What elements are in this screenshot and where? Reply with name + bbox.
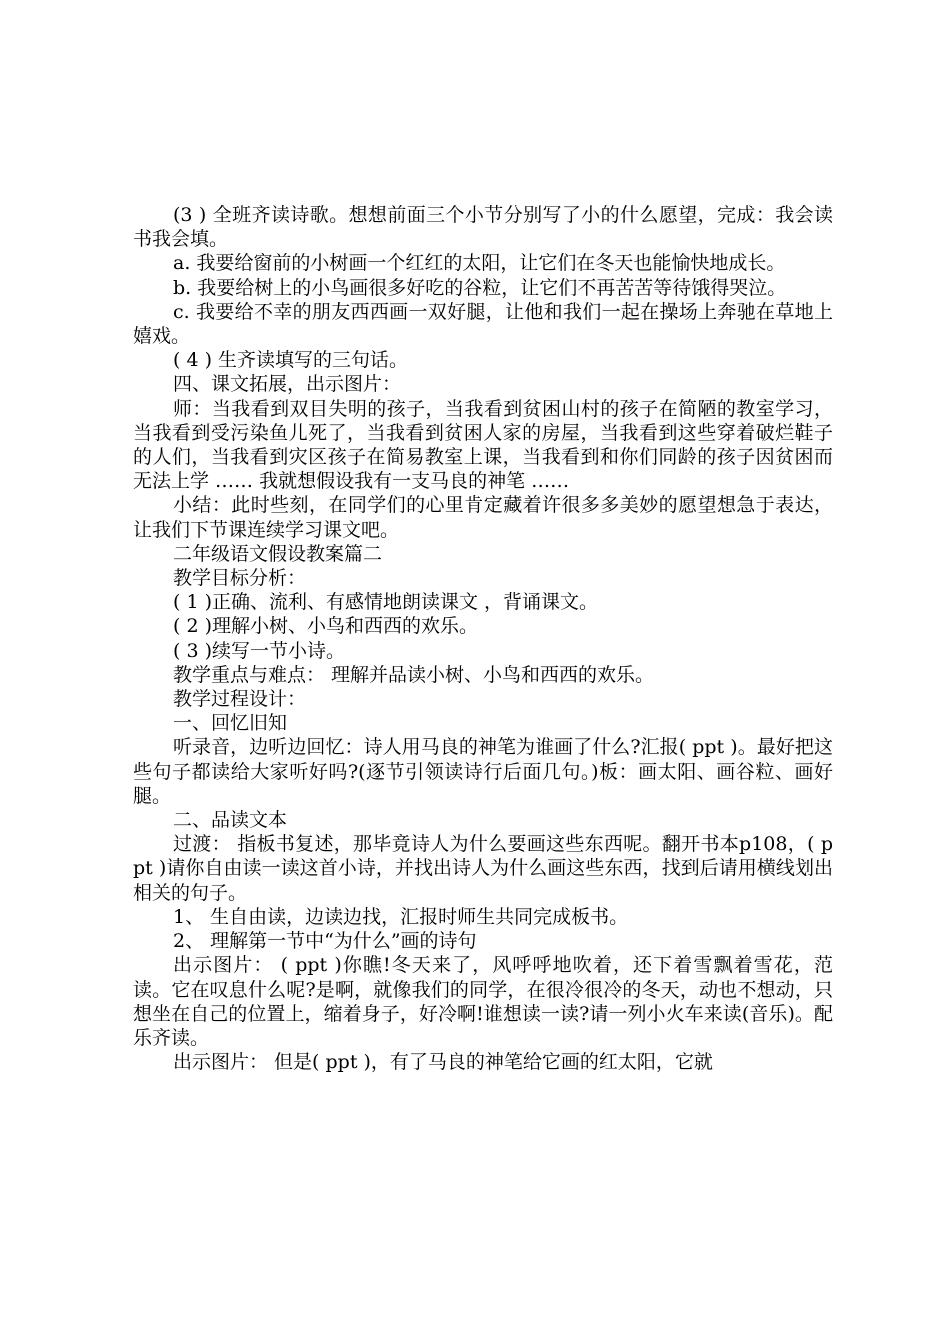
section-heading: 四、课文拓展，出示图片：: [173, 373, 402, 396]
paragraph: c. 我要给不幸的朋友西西画一双好腿，让他和我们一起在操场上奔驰在草地上嬉戏。: [133, 300, 833, 348]
section-heading: 二年级语文假设教案篇二: [173, 542, 383, 565]
paragraph: (3 ) 全班齐读诗歌。想想前面三个小节分别写了小的什么愿望，完成：我会读书我会填。: [133, 204, 833, 251]
list-item: ( 3 )续写一节小诗。: [173, 639, 345, 662]
list-item: ( 1 )正确、流利、有感情地朗读课文 ，背诵课文。: [173, 591, 599, 614]
paragraph: 出示图片： ( ppt )你瞧!冬天来了，风呼呼地吹着，还下着雪飘着雪花，范读。它在叹息什么呢?是啊，就像我们的同学，在很冷很冷的冬天，动也不想动，只想坐在自己的位置上，缩着身子，好冷啊!谁想读一读?请一列小火车来读(音乐)。配乐齐读。: [133, 954, 833, 1049]
paragraph: 出示图片： 但是( ppt )，有了马良的神笔给它画的红太阳，它就: [173, 1051, 713, 1074]
paragraph: 过渡： 指板书复述，那毕竟诗人为什么要画这些东西呢。翻开书本p108，( ppt )请你自由读一读这首小诗，并找出诗人为什么画这些东西，找到后请用横线划出相关的句子。: [133, 833, 833, 904]
section-heading: 教学目标分析：: [173, 567, 307, 590]
section-heading: 二、品读文本: [173, 809, 288, 832]
paragraph: 小结：此时些刻，在同学们的心里肯定藏着许很多多美妙的愿望想急于表达，让我们下节课连续学习课文吧。: [133, 494, 833, 541]
paragraph: a. 我要给窗前的小树画一个红红的太阳，让它们在冬天也能愉快地成长。: [173, 252, 786, 275]
list-item: ( 2 )理解小树、小鸟和西西的欢乐。: [173, 615, 478, 638]
list-item: 1、 生自由读，边读边找，汇报时师生共同完成板书。: [173, 905, 629, 928]
paragraph: ( 4 ) 生齐读填写的三句话。: [173, 349, 409, 372]
document-body: [133, 203, 833, 1074]
paragraph: 听录音，边听边回忆：诗人用马良的神笔为谁画了什么?汇报( ppt )。最好把这些句子都读给大家听好吗?(逐节引领读诗行后面几句。)板：画太阳、画谷粒、画好腿。: [133, 736, 833, 807]
section-heading: 一、回忆旧知: [173, 712, 288, 735]
paragraph: 教学重点与难点： 理解并品读小树、小鸟和西西的欢乐。: [173, 663, 655, 686]
paragraph: 师：当我看到双目失明的孩子，当我看到贫困山村的孩子在简陋的教室学习，当我看到受污染鱼儿死了，当我看到贫困人家的房屋，当我看到这些穿着破烂鞋子的人们，当我看到灾区孩子在简易教室上课，当我看到和你们同龄的孩子因贫困而无法上学 …… 我就想假设我有一支马良的神笔 ……: [133, 397, 833, 493]
list-item: 2、 理解第一节中“为什么”画的诗句: [173, 930, 477, 953]
section-heading: 教学过程设计：: [173, 688, 307, 711]
paragraph: b. 我要给树上的小鸟画很多好吃的谷粒，让它们不再苦苦等待饿得哭泣。: [173, 276, 787, 299]
